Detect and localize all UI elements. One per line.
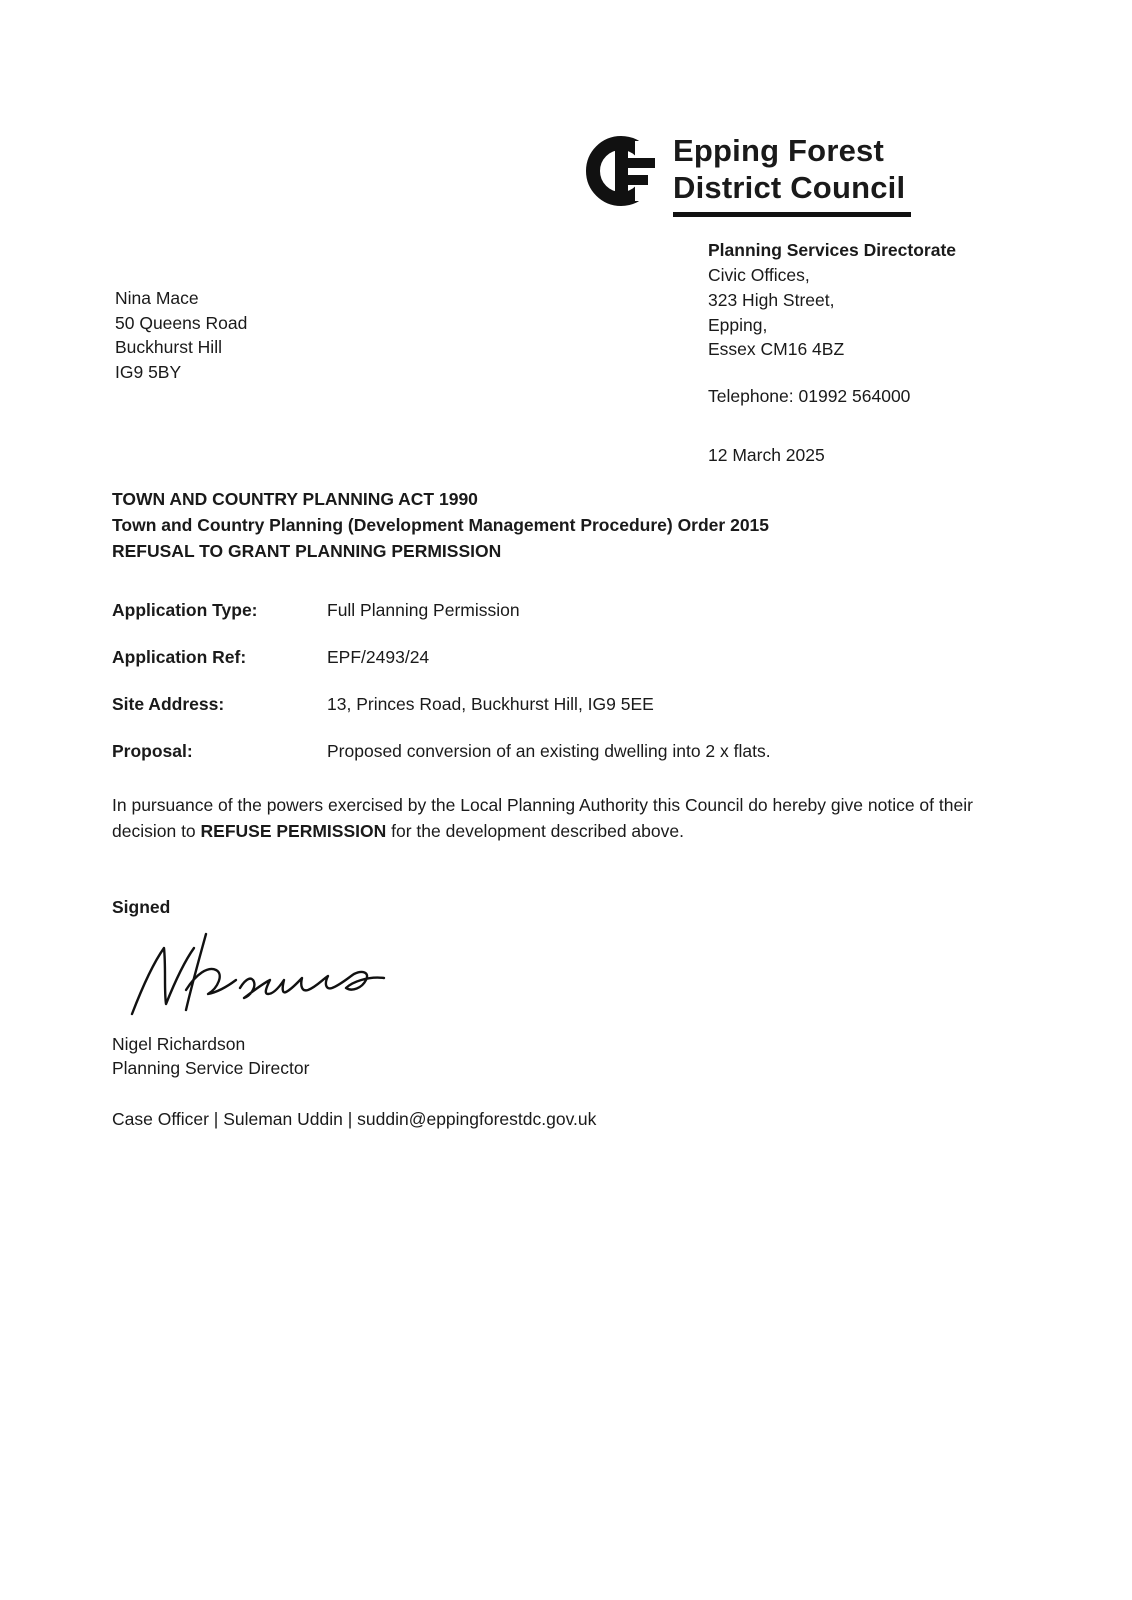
efdc-logo [585, 133, 911, 217]
heading-refusal: REFUSAL TO GRANT PLANNING PERMISSION [112, 541, 502, 561]
notice-text-pre: In pursuance of the powers exercised by the Local Planning Authority this Council do hereby give notice of their decision to [112, 795, 973, 842]
field-value: 13, Princes Road, Buckhurst Hill, IG9 5EE [327, 694, 654, 714]
signatory-name: Nigel Richardson [112, 1033, 246, 1054]
field-row-site-address [112, 694, 1012, 715]
sender-telephone: Telephone: 01992 564000 [708, 386, 911, 407]
field-value: EPF/2493/24 [327, 647, 430, 667]
letter-header [0, 0, 1132, 470]
signature [118, 922, 1012, 1030]
decision-notice-paragraph [112, 792, 1012, 845]
field-value: Proposed conversion of an existing dwelling into 2 x flats. [327, 741, 771, 761]
recipient-line: IG9 5BY [115, 361, 182, 382]
recipient-line: 50 Queens Road [115, 312, 248, 333]
statutory-heading [112, 486, 1012, 564]
recipient-line: Buckhurst Hill [115, 337, 222, 357]
field-label: Application Ref: [112, 647, 247, 667]
signatory-title: Planning Service Director [112, 1058, 310, 1078]
logo-line2: District Council [673, 169, 906, 205]
signatory-block [112, 1032, 1012, 1081]
sender-address-line: 323 High Street, [708, 289, 835, 310]
application-fields [112, 600, 1012, 762]
efdc-logo-icon [585, 133, 661, 209]
sender-address-line: Epping, [708, 314, 768, 335]
sender-address-line: Essex CM16 4BZ [708, 339, 845, 360]
recipient-line: Nina Mace [115, 288, 199, 308]
field-label: Proposal: [112, 741, 193, 761]
logo-line1: Epping Forest [673, 133, 884, 168]
field-row-application-ref [112, 647, 1012, 668]
efdc-logo-text [673, 133, 911, 217]
field-row-proposal [112, 741, 1012, 762]
sender-directorate: Planning Services Directorate [708, 240, 957, 260]
notice-decision: REFUSE PERMISSION [200, 821, 387, 842]
letter-date: 12 March 2025 [708, 445, 825, 466]
heading-order: Town and Country Planning (Development Management Procedure) Order 2015 [112, 515, 770, 535]
field-value: Full Planning Permission [327, 600, 520, 620]
field-row-application-type [112, 600, 1012, 621]
letter-body [0, 486, 1132, 1130]
field-label: Application Type: [112, 600, 258, 620]
recipient-address-block [115, 286, 247, 384]
notice-text-post: for the development described above. [386, 821, 684, 842]
sender-address-line: Civic Offices, [708, 264, 810, 285]
heading-act: TOWN AND COUNTRY PLANNING ACT 1990 [112, 489, 478, 509]
sender-address-block [708, 238, 956, 468]
case-officer-line: Case Officer | Suleman Uddin | suddin@eppingforestdc.gov.uk [112, 1108, 597, 1129]
signed-label: Signed [112, 896, 171, 917]
field-label: Site Address: [112, 694, 225, 714]
